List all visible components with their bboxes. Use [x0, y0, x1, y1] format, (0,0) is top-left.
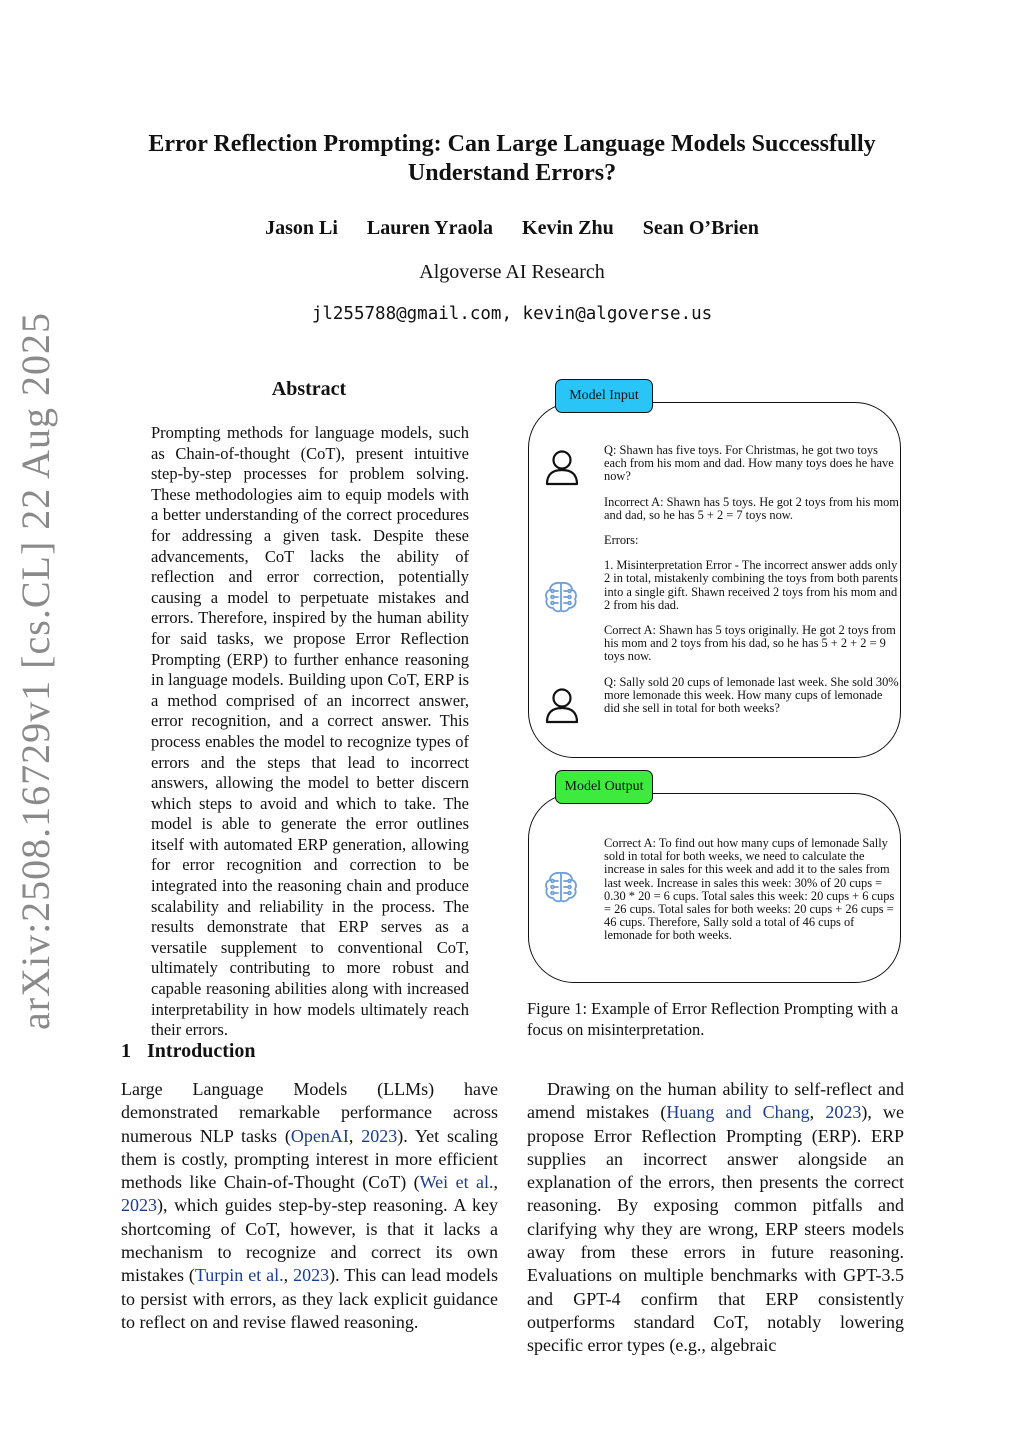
- input-question-2: Q: Sally sold 20 cups of lemonade last week. She sold 30% more lemonade this week. How many cups of lemonade did she sell in total for both weeks?: [604, 674, 899, 716]
- user-icon: [544, 686, 580, 724]
- citation-link[interactable]: 2023: [121, 1195, 157, 1216]
- brain-icon: [543, 579, 579, 615]
- input-question-1: Q: Shawn has five toys. For Christmas, he got two toys each from his mom and dad. How many toys does he have now?: [604, 443, 894, 484]
- intro-paragraph-right: Drawing on the human ability to self-reflect and amend mistakes (Huang and Chang, 2023), we propose Error Reflection Prompting (ERP). ERP supplies an incorrect answer alongside an explanation of the errors, then presents the correct reasoning. By exposing common pitfalls and clarifying why they are wrong, ERP steers models away from these errors in future reasoning. Evaluations on multiple benchmarks with GPT-3.5 and GPT-4 confirm that ERP consistently outperforms standard CoT, notably lowering specific error types (e.g., algebraic: [527, 1079, 905, 1356]
- title-line-1: Error Reflection Prompting: Can Large Language Models Successfully: [148, 131, 876, 157]
- input-error-1: 1. Misinterpretation Error - The incorrect answer adds only 2 in total, mistakenly combining the toys from both parents into a single gift. Shawn received 2 toys from his mom and 2 from his dad.: [604, 558, 898, 612]
- paper-title: [110, 130, 914, 188]
- brain-icon: [543, 869, 579, 905]
- model-input-text: [604, 444, 900, 727]
- author: Lauren Yraola: [366, 217, 494, 239]
- affiliation: Algoverse AI Research: [419, 261, 605, 283]
- abstract-text: Prompting methods for language models, such as Chain-of-thought (CoT), present intuitive step-by-step processes for problem solving. These methodologies aim to equip models with a better understanding of the correct procedures for addressing a given task. Despite these advancements, CoT lacks the ability of reflection and error correction, potentially causing a model to perpetuate mistakes and errors. Therefore, inspired by the human ability for said tasks, we propose Error Reflection Prompting (ERP) to further enhance reasoning in language models. Building upon CoT, ERP is a method comprised of an incorrect answer, error recognition, and a correct answer. This process enables the model to recognize types of errors and the steps that lead to incorrect answers, allowing the model to better discern which steps to avoid and which to take. The model is able to generate the error outlines itself with automated ERP generation, allowing for error recognition and correction to be integrated into the reasoning chain and produce scalability and reliability in the process. The results demonstrate that ERP serves as a versatile supplement to conventional CoT, ultimately contributing to more robust and capable reasoning abilities along with increased interpretability in how models ultimately reach their errors.: [151, 423, 469, 1040]
- section-title: Introduction: [147, 1040, 256, 1062]
- citation-link[interactable]: 2023: [293, 1265, 330, 1286]
- input-incorrect-answer: Incorrect A: Shawn has 5 toys. He got 2 toys from his mom and dad, so he has 5 + 2 = 7 toys now.: [604, 494, 899, 522]
- citation-link[interactable]: Turpin et al.: [194, 1265, 284, 1286]
- intro-paragraph-left: Large Language Models (LLMs) have demonstrated remarkable performance across numerous NLP tasks (OpenAI, 2023). Yet scaling them is costly, prompting interest in more efficient methods like Chain-of-Thought (CoT) (Wei et al., 2023), which guides step-by-step reasoning. A key shortcoming of CoT, however, is that it lacks a mechanism to recognize and correct its own mistakes (Turpin et al., 2023). This can lead models to persist with errors, as they lack explicit guidance to reflect on and revise flawed reasoning.: [121, 1079, 499, 1332]
- figure-caption: Figure 1: Example of Error Reflection Prompting with a focus on misinterpretation.: [527, 999, 899, 1039]
- model-output-tag: Model Output: [555, 770, 653, 804]
- input-correct-answer: Correct A: Shawn has 5 toys originally. He got 2 toys from his mom and 2 toys from his dad, so he has 5 + 2 + 2 = 9 toys now.: [604, 623, 896, 664]
- model-output-text: Correct A: To find out how many cups of lemonade Sally sold in total for both weeks, we need to calculate the increase in sales for this week and add it to the sales from last week. Increase in sales this week: 30% of 20 cups = 0.30 * 20 = 6 cups. Total sales this week: 20 cups + 6 cups = 26 cups. Total sales for both weeks: 20 cups + 26 cups = 46 cups. Therefore, Sally sold a total of 46 cups of lemonade for both weeks.: [604, 836, 895, 943]
- citation-link[interactable]: 2023: [361, 1125, 398, 1146]
- author: Jason Li: [265, 217, 338, 239]
- author-list: [110, 217, 914, 240]
- citation-link[interactable]: OpenAI: [290, 1125, 349, 1146]
- citation-link[interactable]: 2023: [825, 1102, 862, 1123]
- author: Sean O’Brien: [642, 217, 759, 239]
- title-line-2: Understand Errors?: [407, 160, 617, 186]
- section-number: 1: [121, 1040, 131, 1062]
- citation-link[interactable]: Wei et al.: [419, 1172, 494, 1193]
- user-icon: [544, 448, 580, 486]
- model-input-tag: Model Input: [555, 379, 653, 413]
- arxiv-identifier: arXiv:2508.16729v1 [cs.CL] 22 Aug 2025: [13, 312, 58, 1030]
- author: Kevin Zhu: [522, 217, 614, 239]
- input-errors-label: Errors:: [604, 533, 639, 548]
- citation-link[interactable]: Huang and Chang: [666, 1102, 810, 1123]
- section-heading: [121, 1040, 256, 1063]
- abstract-heading: Abstract: [271, 378, 347, 400]
- contact-emails: jl255788@gmail.com, kevin@algoverse.us: [311, 304, 713, 324]
